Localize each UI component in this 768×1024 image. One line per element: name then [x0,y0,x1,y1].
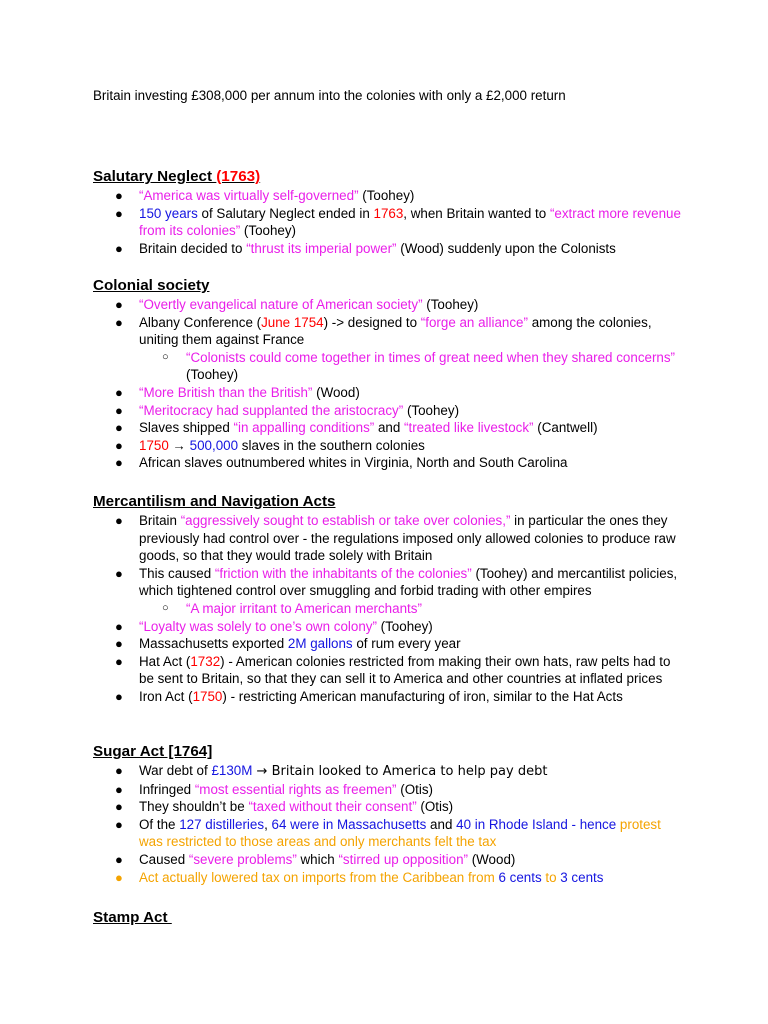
list-item-text: 127 distilleries [179,816,265,832]
list-item-text: 3 cents [560,869,604,885]
list-item [93,384,683,402]
list-item-text: Iron Act ( [139,688,193,704]
list-item-text: “Meritocracy had supplanted the aristocracy” [139,402,404,418]
list-item-text: ) - American colonies restricted from making their own hats, raw pelts had to be sent to Britain, so that they can sell it to America and other countries at inflated prices [139,653,671,687]
section-heading: Mercantilism and Navigation Acts [93,493,336,510]
list-item-text: (Otis) [416,799,454,815]
bullet-icon: ● [115,781,123,797]
bullet-icon: ● [115,384,123,400]
section-heading [93,167,683,187]
sub-list-item [93,600,683,618]
list-item-text: 1732 [190,653,221,669]
bullet-icon: ● [115,420,123,436]
list-item [93,296,683,314]
bullet-icon: ● [115,816,123,832]
list-item-text: which [296,851,339,867]
list-item [93,635,683,653]
list-item-text: 6 cents [498,869,542,885]
heading-date: (1763) [216,168,261,185]
list-item-text: This caused [139,565,215,581]
list-item-text: Caused [139,851,189,867]
bullet-icon: ● [115,402,123,418]
list-item-text: 1763 [373,205,404,221]
list-item-text: of rum every year [352,636,461,652]
list-item [93,781,683,799]
list-item-text: 500,000 [189,437,239,453]
list-item-text: 1750 [139,437,169,453]
list-item-text: Act actually lowered tax on imports from the Caribbean from [139,869,499,885]
list-item-text: among the colonies, uniting them against France [139,314,652,348]
list-item-text: “America was virtually self-governed” [139,188,359,203]
list-item [93,419,683,437]
list-item-text: “A major irritant to American merchants” [186,600,422,616]
list-item-text: in particular the ones they previously had control over - the regulations imposed only allowed colonies to produce raw goods, so that they would trade solely with Britain [139,513,676,564]
list-item-text: Slaves shipped [139,420,234,436]
list-item-text: (Toohey) [358,188,415,203]
list-item [93,798,683,816]
section-heading: Sugar Act [1764] [93,743,213,760]
list-item [93,688,683,706]
list-item [93,653,683,688]
list-item-text: - hence [567,816,620,832]
bullet-icon: ● [115,314,123,330]
bullet-icon: ● [115,618,123,634]
bullet-icon: ● [115,513,123,528]
list-item [93,851,683,869]
list-item [93,437,683,455]
list-item-text: “forge an alliance” [420,314,528,330]
list-item-text: to [541,869,561,885]
section-heading: Stamp Act [93,909,172,926]
list-item-text: 1750 [192,688,223,704]
bullet-icon: ● [115,636,123,652]
list-item-text: of Salutary Neglect ended in [197,205,374,221]
list-item-text: “More British than the British” [139,384,313,400]
list-item-text: “most essential rights as freemen” [194,781,397,797]
bullet-icon: ● [115,763,123,778]
list-item [93,512,683,565]
list-item-text: June 1754 [261,314,324,330]
list-item-text: (Wood) [467,851,516,867]
list-item-text: “friction with the inhabitants of the colonies” [214,565,472,581]
bullet-icon: ● [115,565,123,581]
list-item-text: and [374,420,405,436]
heading-text: Salutary Neglect [93,168,217,185]
list-item [93,454,683,472]
list-item-text: protest was restricted to those areas and only merchants felt the tax [139,816,661,850]
list-item-text: “stirred up opposition” [338,851,468,867]
list-item-text: 2M gallons [287,636,353,652]
list-item [93,205,683,240]
list-item-text: (Toohey) [422,297,479,312]
list-item-text: and [426,816,457,832]
list-item [93,762,683,781]
list-item-text: slaves in the southern colonies [238,437,425,453]
list-item-text: African slaves outnumbered whites in Virginia, North and South Carolina [139,455,568,471]
list-item-text: 40 in Rhode Island [456,816,568,832]
sub-bullet-icon: ○ [162,350,169,363]
list-item-text: Albany Conference ( [139,314,262,330]
list-item-text: (Wood) suddenly upon the Colonists [396,240,616,256]
list-item [93,187,683,205]
sub-bullet-icon: ○ [162,601,169,614]
bullet-icon: ● [115,188,123,203]
list-item-text: “Loyalty was solely to one’s own colony” [139,618,377,634]
list-item-text: , [264,816,272,832]
list-item-text: £130M [211,763,253,778]
bullet-icon: ● [115,240,123,256]
list-item-text: 64 were in Massachusetts [271,816,427,832]
intro-line: Britain investing £308,000 per annum into the colonies with only a £2,000 return [93,88,566,103]
list-item [93,869,683,887]
list-item-text: Britain [139,513,181,528]
section-heading: Colonial society [93,277,210,294]
list-item-text: (Wood) [312,384,360,400]
list-item-text: “extract more revenue from its colonies” [139,205,681,239]
bullet-icon: ● [115,297,123,312]
list-item-text: Massachusetts exported [139,636,288,652]
list-item-text: Hat Act ( [139,653,191,669]
list-item-text: “Colonists could come together in times of great need when they shared concerns” [186,349,676,365]
list-item [93,618,683,636]
bullet-icon: ● [115,455,123,471]
section-salutary-neglect [93,167,683,257]
bullet-icon: ● [115,437,123,453]
list-item-text: (Toohey) [240,223,297,239]
list-item-text: (Otis) [396,781,433,797]
list-item [93,314,683,384]
list-item-text: (Toohey) [376,618,433,634]
bullet-icon: ● [115,851,123,867]
bullet-icon: ● [115,799,123,815]
list-item-text: “severe problems” [188,851,297,867]
bullet-icon: ● [115,653,123,669]
list-item-text: Infringed [139,781,195,797]
section-stamp-act [93,908,683,928]
list-item-text: “taxed without their consent” [248,799,417,815]
list-item-text: Britain decided to [139,240,247,256]
list-item-text: “thrust its imperial power” [246,240,397,256]
list-item-text: (Cantwell) [533,420,598,436]
list-item-text: 150 years [139,205,198,221]
list-item-text: They shouldn’t be [139,799,249,815]
section-sugar-act [93,742,683,886]
list-item-text: → [168,437,190,453]
list-item-text: “Overtly evangelical nature of American society” [139,297,423,312]
list-item-text: War debt of [139,763,212,778]
section-mercantilism [93,492,683,706]
list-item-text: , when Britain wanted to [403,205,550,221]
list-item [93,565,683,618]
list-item-text: (Toohey) [186,367,239,383]
list-item [93,240,683,258]
list-item-text: (Toohey) [403,402,460,418]
sub-list-item [93,349,683,384]
list-item-text: ) -> designed to [323,314,421,330]
list-item-text: “treated like livestock” [404,420,534,436]
list-item-text: “in appalling conditions” [233,420,375,436]
list-item-text: → Britain looked to America to help pay debt [252,764,548,779]
bullet-icon: ● [115,205,123,221]
bullet-icon: ● [115,869,123,885]
list-item [93,816,683,851]
list-item-text: (Toohey) and mercantilist policies, which tightened control over smuggling and forbid trading with other empires [139,565,678,599]
list-item-text: ) - restricting American manufacturing of iron, similar to the Hat Acts [222,688,623,704]
section-colonial-society [93,276,683,472]
list-item-text: Of the [139,816,180,832]
list-item [93,402,683,420]
list-item-text: “aggressively sought to establish or take over colonies,” [180,513,511,528]
bullet-icon: ● [115,688,123,704]
